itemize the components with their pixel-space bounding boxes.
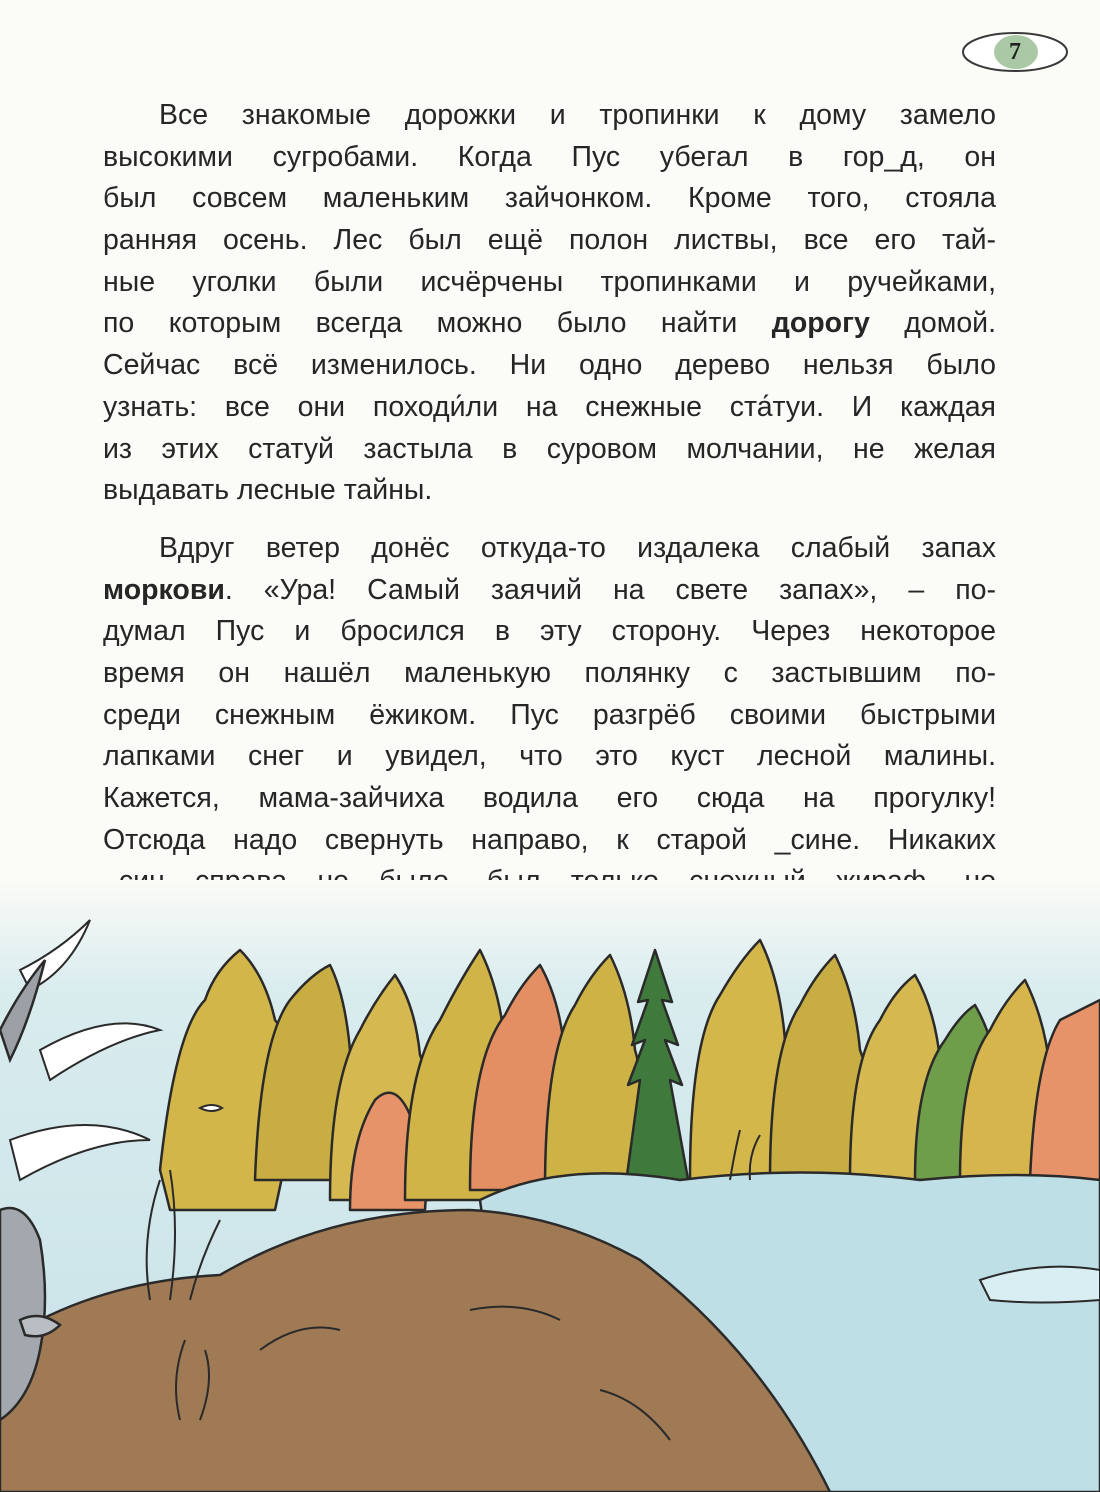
text-line: Кажется, мама-зайчиха водила его сюда на прогулку! [103,782,996,814]
page-number: 7 [1009,39,1021,65]
text-run: домой. [869,307,997,340]
text-line: из этих статуй застыла в суровом молчании, не желая [103,432,996,465]
text-run: . «Ура! Самый заячий на свете запах», – по- [224,573,996,606]
text-line: Все знакомые дорожки и тропинки к дому замело [159,99,996,131]
text-line: Сейчас всё изменилось. Ни одно дерево нельзя было [103,349,996,382]
text-line: Вдруг ветер донёс откуда-то издалека слабый запах [159,531,996,564]
text-line: выдавать лесные тайны. [103,474,433,507]
text-run: по которым всегда можно было найти [103,307,772,340]
bold-keyword: дорогу [771,307,870,340]
text-line [103,570,996,612]
page-number-badge [960,30,1070,74]
text-line: ные уголки были исчёрчены тропинками и ручейками, [103,265,996,298]
text-line: лапками снег и увидел, что это куст лесной малины. [103,740,996,773]
text-line: был совсем маленьким зайчонком. Кроме того, стояла [103,182,996,215]
text-line: время он нашёл маленькую полянку с застывшим по- [103,656,996,689]
text-line: высокими сугробами. Когда Пус убегал в гор_д, он [103,140,996,173]
bold-keyword: моркови [103,573,225,606]
text-line: Отсюда надо свернуть направо, к старой _сине. Никаких [103,823,996,856]
text-line: узнать: все они походи́ли на снежные ста́туи. И каждая [103,390,996,423]
text-line: ранняя осень. Лес был ещё полон листвы, все его тай- [103,224,996,257]
forest-scene-illustration [0,880,1100,1492]
text-line: думал Пус и бросился в эту сторону. Через некоторое [103,615,996,648]
story-text [103,95,996,903]
text-line: среди снежным ёжиком. Пус разгрёб своими быстрыми [103,698,996,731]
text-line [103,303,996,345]
